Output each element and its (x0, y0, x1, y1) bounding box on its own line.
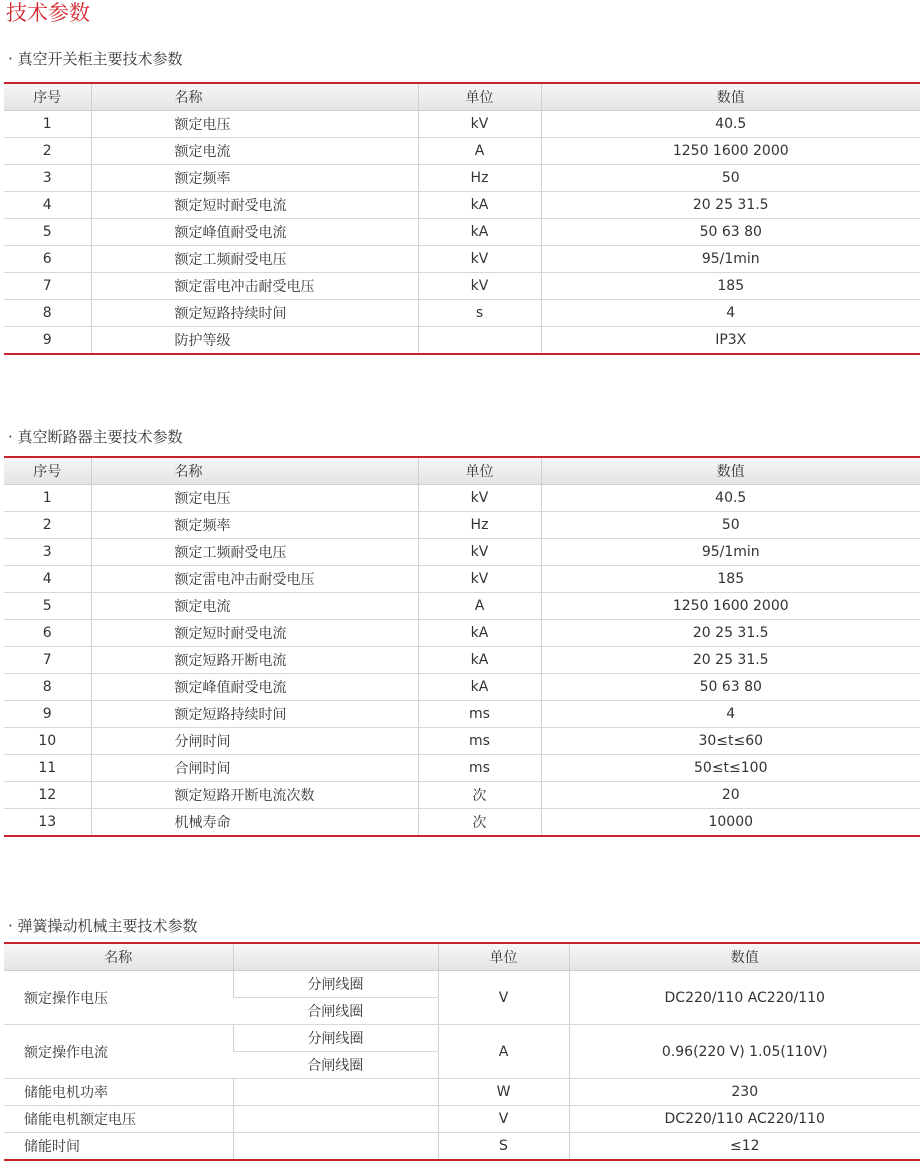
row-index: 5 (4, 219, 91, 246)
row-index: 4 (4, 192, 91, 219)
row-unit (418, 327, 541, 355)
row-unit: Hz (418, 165, 541, 192)
table-row (4, 701, 920, 728)
row-value: 95/1min (541, 246, 920, 273)
table-row (4, 165, 920, 192)
row-index: 3 (4, 539, 91, 566)
row-name: 额定工频耐受电压 (91, 539, 418, 566)
row-value: 95/1min (541, 539, 920, 566)
row-value: 40.5 (541, 111, 920, 138)
row-value: 0.96(220 V) 1.05(110V) (569, 1025, 920, 1079)
row-name: 额定工频耐受电压 (91, 246, 418, 273)
table-row (4, 1079, 920, 1106)
row-index: 3 (4, 165, 91, 192)
row-sub (233, 1079, 438, 1106)
row-index: 9 (4, 701, 91, 728)
row-unit: Hz (418, 512, 541, 539)
table-row (4, 647, 920, 674)
row-index: 5 (4, 593, 91, 620)
row-unit: kA (418, 647, 541, 674)
row-value: 20 25 31.5 (541, 192, 920, 219)
row-name: 储能电机额定电压 (4, 1106, 233, 1133)
row-index: 4 (4, 566, 91, 593)
row-value: 1250 1600 2000 (541, 138, 920, 165)
table-header-row (4, 943, 920, 971)
table-row (4, 219, 920, 246)
header-value: 数值 (541, 83, 920, 111)
row-index: 1 (4, 111, 91, 138)
section-title-breaker: · 真空断路器主要技术参数 (8, 428, 183, 446)
row-name: 额定短时耐受电流 (91, 192, 418, 219)
header-unit: 单位 (418, 83, 541, 111)
row-name: 额定短时耐受电流 (91, 620, 418, 647)
row-value: IP3X (541, 327, 920, 355)
row-unit: kV (418, 273, 541, 300)
row-value: 40.5 (541, 485, 920, 512)
table-row (4, 971, 920, 998)
row-unit: V (438, 971, 569, 1025)
header-unit: 单位 (438, 943, 569, 971)
table-row (4, 111, 920, 138)
row-sub-close-coil: 合闸线圈 (233, 998, 438, 1025)
row-value: DC220/110 AC220/110 (569, 1106, 920, 1133)
switchgear-spec-table (4, 82, 920, 355)
header-index: 序号 (4, 83, 91, 111)
row-value: 50 63 80 (541, 219, 920, 246)
header-index: 序号 (4, 457, 91, 485)
header-name: 名称 (91, 83, 418, 111)
row-index: 12 (4, 782, 91, 809)
table-row (4, 809, 920, 837)
row-name: 额定操作电流 (4, 1025, 233, 1079)
row-index: 8 (4, 674, 91, 701)
row-sub (233, 1133, 438, 1161)
table-row (4, 782, 920, 809)
row-unit: 次 (418, 809, 541, 837)
table-row (4, 327, 920, 355)
table-row (4, 539, 920, 566)
spring-mechanism-spec-table (4, 942, 920, 1161)
row-name: 防护等级 (91, 327, 418, 355)
row-value: ≤12 (569, 1133, 920, 1161)
section-title-spring-mechanism: · 弹簧操动机械主要技术参数 (8, 917, 198, 935)
row-name: 分闸时间 (91, 728, 418, 755)
row-value: 30≤t≤60 (541, 728, 920, 755)
row-unit: 次 (418, 782, 541, 809)
row-value: 50≤t≤100 (541, 755, 920, 782)
row-sub-close-coil: 合闸线圈 (233, 1052, 438, 1079)
row-unit: A (418, 138, 541, 165)
row-unit: kA (418, 192, 541, 219)
row-name: 机械寿命 (91, 809, 418, 837)
header-value: 数值 (569, 943, 920, 971)
row-value: 230 (569, 1079, 920, 1106)
row-value: 10000 (541, 809, 920, 837)
row-value: DC220/110 AC220/110 (569, 971, 920, 1025)
section-title-switchgear: · 真空开关柜主要技术参数 (8, 50, 183, 68)
row-index: 7 (4, 647, 91, 674)
row-index: 6 (4, 246, 91, 273)
table-row (4, 273, 920, 300)
row-unit: kV (418, 566, 541, 593)
row-index: 7 (4, 273, 91, 300)
table-row (4, 728, 920, 755)
row-name: 额定频率 (91, 512, 418, 539)
row-value: 185 (541, 273, 920, 300)
row-value: 20 25 31.5 (541, 647, 920, 674)
row-value: 50 (541, 512, 920, 539)
row-name: 额定峰值耐受电流 (91, 219, 418, 246)
row-unit: S (438, 1133, 569, 1161)
table-header-row (4, 457, 920, 485)
row-value: 185 (541, 566, 920, 593)
row-sub-open-coil: 分闸线圈 (233, 971, 438, 998)
row-unit: ms (418, 701, 541, 728)
row-index: 6 (4, 620, 91, 647)
row-unit: ms (418, 755, 541, 782)
page-title: 技术参数 (6, 1, 90, 25)
table-row (4, 620, 920, 647)
row-name: 额定短路持续时间 (91, 701, 418, 728)
row-value: 50 (541, 165, 920, 192)
row-index: 13 (4, 809, 91, 837)
row-name: 额定雷电冲击耐受电压 (91, 566, 418, 593)
table-row (4, 755, 920, 782)
table-header-row (4, 83, 920, 111)
row-name: 额定短路持续时间 (91, 300, 418, 327)
table-row (4, 300, 920, 327)
table-row (4, 512, 920, 539)
row-value: 4 (541, 701, 920, 728)
row-index: 2 (4, 512, 91, 539)
row-name: 额定电流 (91, 593, 418, 620)
row-index: 11 (4, 755, 91, 782)
row-name: 合闸时间 (91, 755, 418, 782)
row-sub-open-coil: 分闸线圈 (233, 1025, 438, 1052)
table-row (4, 566, 920, 593)
row-unit: V (438, 1106, 569, 1133)
row-unit: kA (418, 674, 541, 701)
row-unit: kV (418, 246, 541, 273)
row-unit: kV (418, 111, 541, 138)
row-unit: A (418, 593, 541, 620)
table-row (4, 1025, 920, 1052)
row-name: 额定操作电压 (4, 971, 233, 1025)
row-value: 1250 1600 2000 (541, 593, 920, 620)
row-name: 储能时间 (4, 1133, 233, 1161)
header-unit: 单位 (418, 457, 541, 485)
row-index: 2 (4, 138, 91, 165)
row-unit: kV (418, 485, 541, 512)
row-index: 9 (4, 327, 91, 355)
header-name: 名称 (91, 457, 418, 485)
row-index: 1 (4, 485, 91, 512)
header-value: 数值 (541, 457, 920, 485)
row-value: 20 (541, 782, 920, 809)
row-value: 4 (541, 300, 920, 327)
table-row (4, 192, 920, 219)
table-row (4, 1133, 920, 1161)
row-unit: kA (418, 620, 541, 647)
row-unit: ms (418, 728, 541, 755)
table-row (4, 485, 920, 512)
table-row (4, 246, 920, 273)
header-name: 名称 (4, 943, 233, 971)
header-sub (233, 943, 438, 971)
row-index: 10 (4, 728, 91, 755)
row-name: 额定雷电冲击耐受电压 (91, 273, 418, 300)
row-unit: A (438, 1025, 569, 1079)
row-name: 额定短路开断电流 (91, 647, 418, 674)
table-row (4, 674, 920, 701)
row-value: 50 63 80 (541, 674, 920, 701)
row-name: 额定频率 (91, 165, 418, 192)
row-name: 额定峰值耐受电流 (91, 674, 418, 701)
row-name: 额定电流 (91, 138, 418, 165)
table-row (4, 1106, 920, 1133)
row-index: 8 (4, 300, 91, 327)
row-unit: kV (418, 539, 541, 566)
row-name: 额定短路开断电流次数 (91, 782, 418, 809)
row-name: 额定电压 (91, 485, 418, 512)
breaker-spec-table (4, 456, 920, 837)
table-row (4, 138, 920, 165)
row-unit: W (438, 1079, 569, 1106)
row-unit: kA (418, 219, 541, 246)
row-sub (233, 1106, 438, 1133)
row-unit: s (418, 300, 541, 327)
row-name: 额定电压 (91, 111, 418, 138)
table-row (4, 593, 920, 620)
row-name: 储能电机功率 (4, 1079, 233, 1106)
row-value: 20 25 31.5 (541, 620, 920, 647)
